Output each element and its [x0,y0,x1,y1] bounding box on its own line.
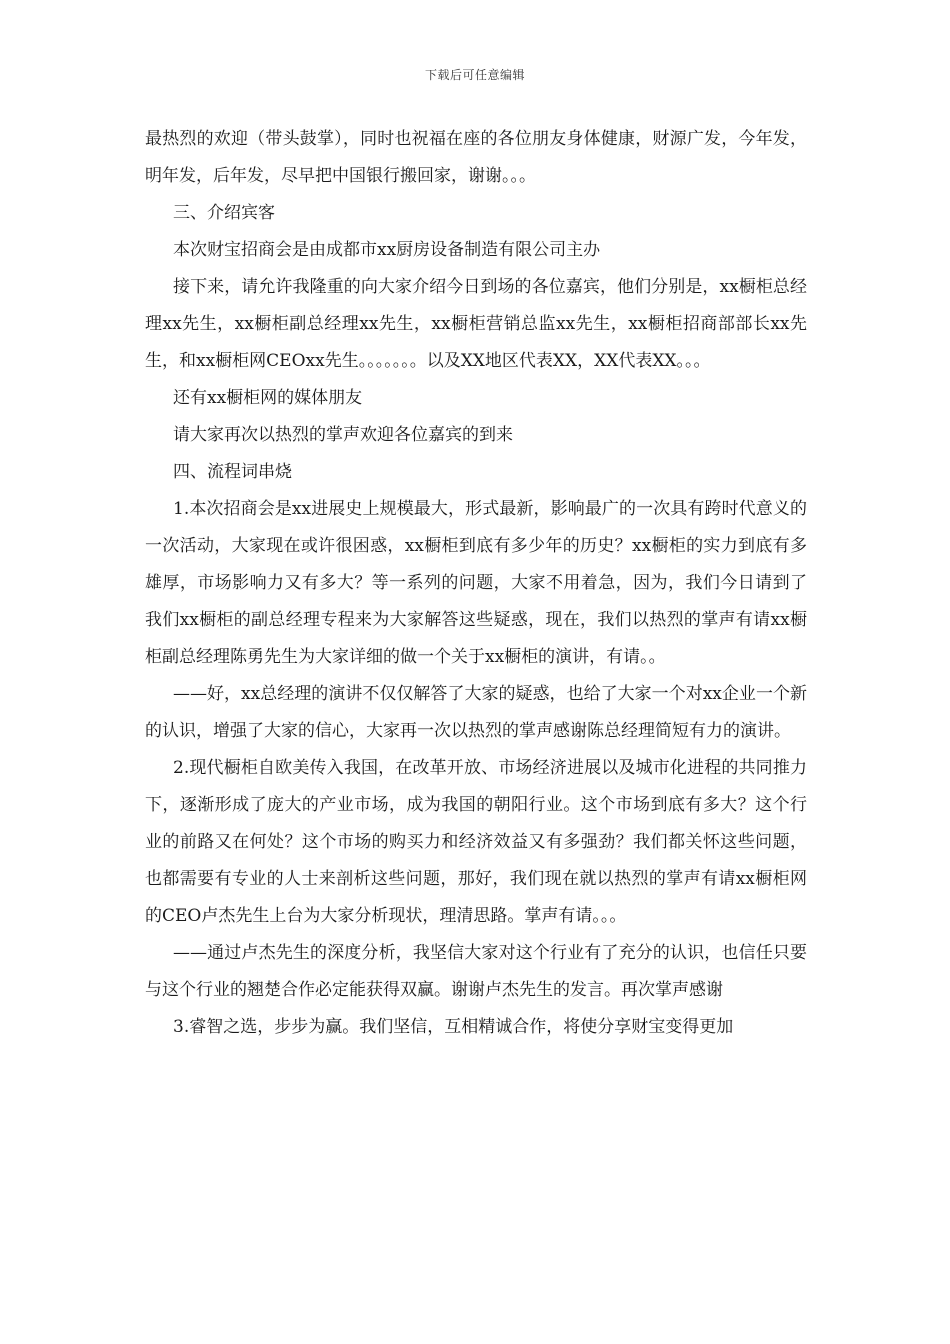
paragraph: 本次财宝招商会是由成都市xx厨房设备制造有限公司主办 [173,240,601,260]
document-body [145,121,807,1046]
paragraph: ——好，xx总经理的演讲不仅仅解答了大家的疑惑，也给了大家一个对xx企业一个新的认识，增强了大家的信心，大家再一次以热烈的掌声感谢陈总经理简短有力的演讲。 [145,684,807,741]
paragraph: 接下来，请允许我隆重的向大家介绍今日到场的各位嘉宾，他们分别是，xx橱柜总经理xx先生，xx橱柜副总经理xx先生，xx橱柜营销总监xx先生，xx橱柜招商部部长xx先生，和xx橱柜网CEOxx先生。。。。。。。以及XX地区代表XX，XX代表XX。。。 [145,277,807,371]
paragraph: ——通过卢杰先生的深度分析，我坚信大家对这个行业有了充分的认识，也信任只要与这个行业的翘楚合作必定能获得双赢。谢谢卢杰先生的发言。再次掌声感谢 [145,943,807,1000]
paragraph: 2.现代橱柜自欧美传入我国，在改革开放、市场经济进展以及城市化进程的共同推力下，逐渐形成了庞大的产业市场，成为我国的朝阳行业。这个市场到底有多大？这个行业的前路又在何处？这个市场的购买力和经济效益又有多强劲？我们都关怀这些问题，也都需要有专业的人士来剖析这些问题，那好，我们现在就以热烈的掌声有请xx橱柜网的CEO卢杰先生上台为大家分析现状，理清思路。掌声有请。。。 [145,758,807,926]
section-heading: 四、流程词串烧 [173,462,292,482]
paragraph: 还有xx橱柜网的媒体朋友 [173,388,363,408]
paragraph: 1.本次招商会是xx进展史上规模最大，形式最新，影响最广的一次具有跨时代意义的一次活动，大家现在或许很困惑，xx橱柜到底有多少年的历史？xx橱柜的实力到底有多雄厚，市场影响力又有多大？等一系列的问题，大家不用着急，因为，我们今日请到了我们xx橱柜的副总经理专程来为大家解答这些疑惑，现在，我们以热烈的掌声有请xx橱柜副总经理陈勇先生为大家详细的做一个关于xx橱柜的演讲，有请。。 [145,499,807,667]
paragraph: 3.睿智之选，步步为赢。我们坚信，互相精诚合作，将使分享财宝变得更加 [173,1017,734,1037]
section-heading: 三、介绍宾客 [173,203,275,223]
paragraph: 最热烈的欢迎（带头鼓掌），同时也祝福在座的各位朋友身体健康，财源广发，今年发，明年发，后年发，尽早把中国银行搬回家，谢谢。。。 [145,129,807,186]
paragraph: 请大家再次以热烈的掌声欢迎各位嘉宾的到来 [173,425,513,445]
page-header-note: 下载后可任意编辑 [424,68,525,82]
